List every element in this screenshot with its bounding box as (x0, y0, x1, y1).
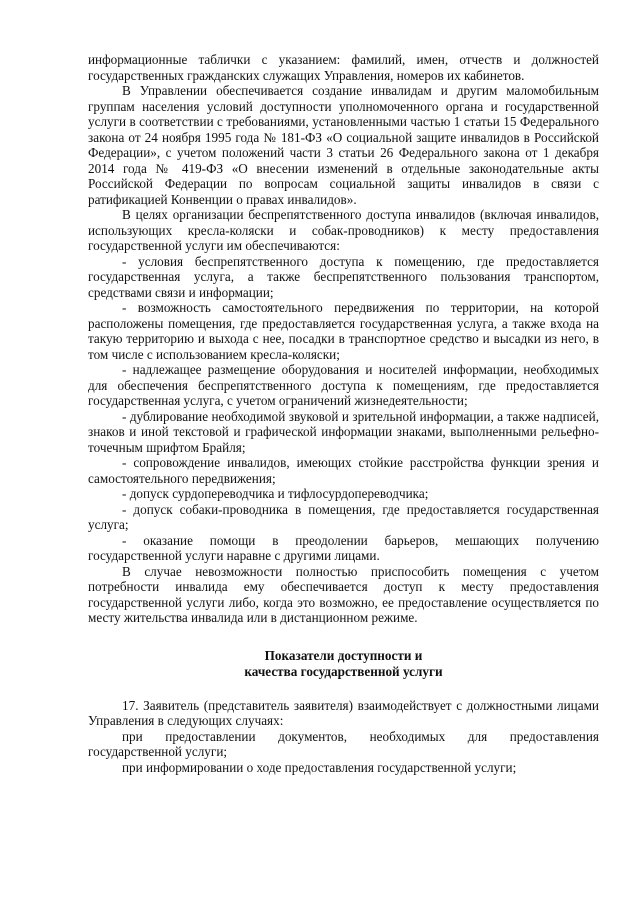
section-heading-line-2: качества государственной услуги (244, 663, 443, 679)
paragraph-access-goals: В целях организации беспрепятственного доступа инвалидов (включая инвалидов, использующих кресла-коляски и собак-проводников) к месту предоставления государственной услуги им обеспечиваются: (88, 207, 599, 253)
list-item-equipment: - надлежащее размещение оборудования и носителей информации, необходимых для обеспечения беспрепятственного доступа к помещениям, где предоставляется государственная услуга, с учетом ограничений жизнедеятельности; (88, 362, 599, 408)
paragraph-info-plates: информационные таблички с указанием: фамилий, имен, отчеств и должностей государственных гражданских служащих Управления, номеров их кабинетов. (88, 52, 599, 83)
list-item-assistance: - оказание помощи в преодолении барьеров, мешающих получению государственной услуги наравне с другими лицами. (88, 532, 599, 563)
paragraph-impossibility-case: В случае невозможности полностью приспособить помещения с учетом потребности инвалида ему обеспечивается доступ к месту предоставления государственной услуги либо, когда это возможно, ее предоставление осуществляется по месту жительства инвалида или в дистанционном режиме. (88, 563, 599, 625)
list-item-guide-dog: - допуск собаки-проводника в помещения, где предоставляется государственная услуга; (88, 501, 599, 532)
section-heading (88, 648, 599, 680)
section-heading-line-1: Показатели доступности и (264, 647, 423, 663)
list-item-interpreter: - допуск сурдопереводчика и тифлосурдопереводчика; (122, 486, 429, 501)
list-item-duplication: - дублирование необходимой звуковой и зрительной информации, а также надписей, знаков и иной текстовой и графической информации знаками, выполненными рельефно-точечным шрифтом Брайля; (88, 408, 599, 455)
list-item-escort: - сопровождение инвалидов, имеющих стойкие расстройства функции зрения и самостоятельного передвижения; (88, 455, 599, 486)
list-item-documents: при предоставлении документов, необходимых для предоставления государственной услуги; (88, 728, 599, 759)
list-item-movement: - возможность самостоятельного передвижения по территории, на которой расположены помещения, где предоставляется государственная услуга, а также входа на такую территорию и выхода с нее, посадки в транспортное средство и высадки из него, в том числе с использованием кресла-коляски; (88, 300, 599, 362)
list-item-access-conditions: - условия беспрепятственного доступа к помещению, где предоставляется государственная услуга, а также беспрепятственного пользования транспортом, средствами связи и информации; (88, 253, 599, 300)
paragraph-accessibility-conditions: В Управлении обеспечивается создание инвалидам и другим маломобильным группам населения условий доступности уполномоченного органа и государственной услуги в соответствии с требованиями, установленными частью 1 статьи 15 Федерального закона от 24 ноября 1995 года № 181-ФЗ «О социальной защите инвалидов в Российской Федерации», с учетом положений части 3 статьи 26 Федерального закона от 1 декабря 2014 года № 419-ФЗ «О внесении изменений в отдельные законодательные акты Российской Федерации по вопросам социальной защиты инвалидов в связи с ратификацией Конвенции о правах инвалидов». (88, 83, 599, 207)
list-item-informing: при информировании о ходе предоставления государственной услуги; (122, 759, 517, 775)
paragraph-item-17: 17. Заявитель (представитель заявителя) взаимодействует с должностными лицами Управления в следующих случаях: (88, 697, 599, 728)
